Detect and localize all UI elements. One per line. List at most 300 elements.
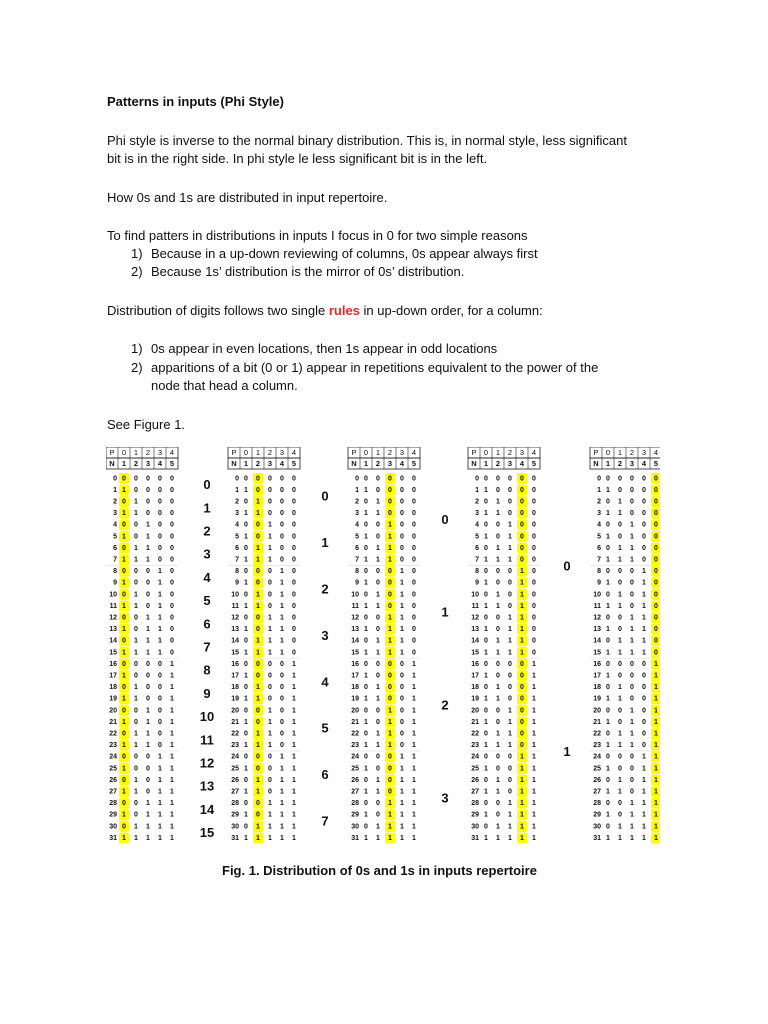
row-index: 19 [351,695,359,703]
bit-cell: 1 [520,834,524,842]
bit-cell: 0 [412,568,416,576]
bit-cell: 0 [388,788,392,796]
bit-cell: 1 [520,823,524,831]
bit-cell: 1 [412,788,416,796]
bit-cell: 1 [134,730,138,738]
bit-cell: 0 [642,556,646,564]
header-cell: 2 [507,448,513,457]
bit-cell: 0 [484,568,488,576]
header-row-border [590,447,660,458]
header-cell: 1 [483,459,489,468]
header-cell: 0 [483,448,489,457]
bit-cell: 1 [508,800,512,808]
bit-cell: 1 [642,591,646,599]
bit-cell: 1 [122,695,126,703]
group-label: 4 [321,674,329,690]
reason-text: Because in a up-down reviewing of columns, 0s appear always first [151,246,538,261]
bit-cell: 0 [364,660,368,668]
group-label: 1 [203,500,211,516]
bit-cell: 0 [280,556,284,564]
bit-cell: 1 [654,672,658,680]
row-index: 27 [593,788,601,796]
bit-cell: 0 [496,475,500,483]
bit-cell: 1 [484,695,488,703]
bit-cell: 0 [122,776,126,784]
header-cell: 4 [169,448,175,457]
row-index: 15 [593,649,601,657]
bit-cell: 0 [244,637,248,645]
bit-cell: 0 [292,649,296,657]
row-index: 23 [593,742,601,750]
bit-cell: 0 [508,602,512,610]
header-cell: 1 [617,448,623,457]
bit-cell: 0 [158,498,162,506]
row-index: 18 [231,684,239,692]
bit-cell: 0 [268,684,272,692]
group-label: 3 [441,790,449,806]
bit-cell: 0 [256,707,260,715]
bit-cell: 1 [158,602,162,610]
bit-cell: 0 [532,649,536,657]
row-index: 5 [355,533,359,541]
bit-cell: 1 [388,742,392,750]
bit-cell: 1 [388,811,392,819]
bit-cell: 1 [630,533,634,541]
bit-cell: 0 [654,591,658,599]
bit-cell: 1 [532,811,536,819]
heading: Patterns in inputs (Phi Style) [107,94,284,109]
bit-cell: 1 [146,823,150,831]
group-label: 9 [203,685,211,701]
bit-cell: 1 [364,811,368,819]
row-index: 7 [597,556,601,564]
rules-highlight: rules [328,303,360,318]
bit-cell: 1 [642,649,646,657]
bit-cell: 0 [630,788,634,796]
bit-cell: 1 [280,591,284,599]
bit-cell: 1 [292,695,296,703]
bit-cell: 0 [484,498,488,506]
bit-cell: 0 [170,568,174,576]
row-index: 26 [351,776,359,784]
bit-cell: 0 [400,498,404,506]
bit-cell: 1 [484,579,488,587]
header-cell: 1 [121,459,127,468]
bit-cell: 0 [170,475,174,483]
header-cell: 4 [157,459,163,468]
header-cell: 1 [375,448,381,457]
row-index: 15 [351,649,359,657]
bit-cell: 0 [520,498,524,506]
row-index: 21 [471,718,479,726]
bit-cell: 1 [412,742,416,750]
bit-cell: 1 [134,591,138,599]
bit-cell: 1 [158,591,162,599]
group-label: 6 [203,616,211,632]
row-index: 31 [471,834,479,842]
bit-cell: 1 [158,626,162,634]
bit-cell: 0 [268,486,272,494]
bit-cell: 1 [654,707,658,715]
bit-cell: 1 [146,811,150,819]
bit-cell: 1 [618,602,622,610]
bit-cell: 0 [280,533,284,541]
bit-cell: 0 [280,660,284,668]
bit-cell: 1 [496,730,500,738]
bit-cell: 0 [158,533,162,541]
bit-cell: 0 [606,568,610,576]
bit-cell: 0 [134,486,138,494]
bit-cell: 1 [642,811,646,819]
bit-cell: 1 [618,742,622,750]
header-cell: 4 [653,448,659,457]
group-label: 12 [199,755,215,771]
bit-cell: 1 [412,765,416,773]
bit-cell: 1 [630,811,634,819]
group-label: 1 [321,535,329,551]
bit-cell: 1 [520,788,524,796]
bit-cell: 1 [388,556,392,564]
bit-cell: 0 [280,475,284,483]
bit-cell: 1 [508,533,512,541]
bit-cell: 1 [244,788,248,796]
bit-cell: 1 [256,591,260,599]
bit-cell: 1 [508,637,512,645]
row-index: 13 [471,626,479,634]
bit-cell: 0 [642,510,646,518]
bit-cell: 1 [496,510,500,518]
bit-cell: 1 [388,544,392,552]
bit-cell: 0 [484,800,488,808]
row-index: 8 [113,568,117,576]
bit-cell: 0 [400,510,404,518]
bit-cell: 0 [170,626,174,634]
bit-cell: 0 [146,672,150,680]
rule-number: 2) [131,360,143,375]
bit-cell: 1 [508,742,512,750]
bit-cell: 1 [158,834,162,842]
row-index: 28 [471,800,479,808]
bit-cell: 1 [244,533,248,541]
bit-cell: 1 [268,742,272,750]
bit-cell: 0 [400,660,404,668]
figure-caption: Fig. 1. Distribution of 0s and 1s in inputs repertoire [222,863,537,878]
row-index: 30 [593,823,601,831]
bit-cell: 0 [400,475,404,483]
bit-cell: 0 [618,765,622,773]
row-index: 1 [355,486,359,494]
bit-cell: 0 [630,510,634,518]
header-cell: 2 [617,459,623,468]
row-index: 13 [593,626,601,634]
bit-cell: 0 [268,568,272,576]
bit-cell: 1 [244,765,248,773]
bit-cell: 1 [388,730,392,738]
bit-cell: 0 [158,730,162,738]
bit-cell: 0 [170,649,174,657]
row-index: 5 [235,533,239,541]
bit-cell: 0 [496,660,500,668]
bit-cell: 1 [508,556,512,564]
header-cell: N [593,459,599,468]
bit-cell: 0 [170,510,174,518]
bit-cell: 1 [292,765,296,773]
header-cell: 5 [169,459,175,468]
bit-cell: 0 [122,568,126,576]
group-label: 0 [321,488,329,504]
bit-cell: 1 [256,788,260,796]
row-index: 30 [351,823,359,831]
row-index: 31 [351,834,359,842]
bit-cell: 0 [292,602,296,610]
bit-cell: 1 [146,614,150,622]
header-cell: 0 [363,448,369,457]
header-cell: 1 [605,459,611,468]
header-cell: 3 [399,448,405,457]
bit-cell: 0 [376,718,380,726]
bit-cell: 1 [654,788,658,796]
bit-cell: 1 [292,753,296,761]
bit-cell: 1 [606,788,610,796]
bit-cell: 1 [244,742,248,750]
bit-cell: 0 [146,486,150,494]
row-index: 18 [593,684,601,692]
bit-cell: 1 [618,498,622,506]
header-cell: 2 [629,448,635,457]
bit-cell: 0 [292,556,296,564]
bit-cell: 0 [388,660,392,668]
group-label: 6 [321,767,329,783]
bit-cell: 1 [412,823,416,831]
bit-cell: 0 [618,568,622,576]
bit-cell: 0 [508,776,512,784]
bit-cell: 0 [496,765,500,773]
bit-cell: 1 [134,510,138,518]
bit-cell: 0 [654,486,658,494]
bit-cell: 1 [642,602,646,610]
rule-item-2 [131,359,598,377]
bit-cell: 1 [400,823,404,831]
row-index: 31 [593,834,601,842]
bit-cell: 1 [520,626,524,634]
bit-cell: 1 [376,649,380,657]
bit-cell: 1 [364,533,368,541]
bit-cell: 1 [170,811,174,819]
row-index: 13 [231,626,239,634]
bit-cell: 1 [642,788,646,796]
bit-cell: 1 [412,730,416,738]
bit-cell: 1 [256,649,260,657]
bit-cell: 0 [400,544,404,552]
bit-cell: 0 [364,776,368,784]
bit-cell: 1 [618,637,622,645]
intro-line-1: Phi style is inverse to the normal binary distribution. This is, in normal style, less significant [107,133,627,148]
bit-cell: 1 [606,695,610,703]
bit-cell: 1 [520,591,524,599]
bit-cell: 1 [508,834,512,842]
row-index: 0 [597,475,601,483]
bit-cell: 0 [412,510,416,518]
bit-cell: 1 [400,568,404,576]
bit-cell: 0 [412,556,416,564]
bit-cell: 1 [388,800,392,808]
bit-cell: 0 [484,475,488,483]
row-index: 15 [471,649,479,657]
row-index: 2 [597,498,601,506]
bit-cell: 0 [280,672,284,680]
bit-cell: 0 [508,510,512,518]
bit-cell: 1 [630,823,634,831]
bit-cell: 0 [256,626,260,634]
row-index: 3 [235,510,239,518]
bit-cell: 1 [134,602,138,610]
row-index: 28 [231,800,239,808]
bit-cell: 0 [280,498,284,506]
bit-cell: 0 [388,753,392,761]
bit-cell: 1 [654,718,658,726]
bit-cell: 0 [134,626,138,634]
bit-cell: 1 [146,730,150,738]
bit-cell: 0 [134,614,138,622]
bit-cell: 0 [134,660,138,668]
bit-cell: 0 [630,602,634,610]
bit-cell: 1 [364,556,368,564]
bit-cell: 0 [642,475,646,483]
bit-cell: 1 [508,811,512,819]
bit-cell: 0 [654,533,658,541]
bit-cell: 1 [146,742,150,750]
bit-cell: 0 [532,568,536,576]
bit-cell: 0 [642,533,646,541]
bit-cell: 1 [170,823,174,831]
bit-cell: 0 [484,753,488,761]
bit-cell: 1 [364,649,368,657]
bit-cell: 1 [642,823,646,831]
bit-cell: 1 [606,626,610,634]
bit-cell: 1 [654,742,658,750]
row-index: 26 [109,776,117,784]
bit-cell: 1 [122,765,126,773]
bit-cell: 0 [400,556,404,564]
bit-cell: 0 [388,684,392,692]
bit-cell: 0 [134,800,138,808]
row-index: 10 [351,591,359,599]
row-index: 1 [235,486,239,494]
bit-cell: 1 [170,776,174,784]
bit-cell: 0 [630,684,634,692]
bit-cell: 0 [364,637,368,645]
bit-cell: 0 [146,475,150,483]
bit-cell: 0 [606,800,610,808]
bit-cell: 0 [158,660,162,668]
bit-cell: 1 [280,800,284,808]
bit-cell: 0 [606,521,610,529]
bit-cell: 0 [606,637,610,645]
bit-cell: 0 [508,579,512,587]
bit-cell: 1 [256,823,260,831]
bit-cell: 1 [484,626,488,634]
bit-cell: 1 [268,823,272,831]
bit-cell: 0 [400,486,404,494]
bit-cell: 0 [484,637,488,645]
bit-cell: 1 [280,776,284,784]
bit-cell: 1 [412,753,416,761]
bit-cell: 0 [146,753,150,761]
group-label: 0 [441,511,449,527]
row-index: 20 [351,707,359,715]
row-index: 18 [471,684,479,692]
bit-cell: 0 [412,637,416,645]
header-cell: 4 [641,459,647,468]
bit-cell: 0 [606,591,610,599]
bit-cell: 1 [400,637,404,645]
row-index: 11 [471,602,479,610]
bit-cell: 1 [642,568,646,576]
bit-cell: 1 [532,707,536,715]
bit-cell: 0 [618,475,622,483]
reason-number: 2) [131,264,143,279]
bit-cell: 1 [268,637,272,645]
header-cell: P [231,448,237,457]
header-cell: N [471,459,477,468]
header-cell: 3 [145,459,151,468]
header-cell: P [593,448,599,457]
bit-cell: 1 [508,707,512,715]
bit-cell: 0 [412,626,416,634]
bit-cell: 1 [532,730,536,738]
row-index: 20 [231,707,239,715]
bit-cell: 1 [642,834,646,842]
row-index: 14 [593,637,601,645]
row-index: 7 [355,556,359,564]
header-cell: N [351,459,357,468]
bit-cell: 1 [170,695,174,703]
bit-cell: 0 [146,602,150,610]
bit-cell: 1 [496,684,500,692]
bit-cell: 1 [642,776,646,784]
bit-cell: 1 [532,765,536,773]
bit-cell: 0 [280,718,284,726]
bit-cell: 0 [134,533,138,541]
bit-cell: 1 [496,649,500,657]
bit-cell: 1 [606,556,610,564]
bit-cell: 0 [618,672,622,680]
bit-cell: 0 [122,521,126,529]
bit-cell: 0 [268,591,272,599]
bit-cell: 0 [484,730,488,738]
bit-cell: 0 [630,486,634,494]
bit-cell: 1 [170,834,174,842]
bit-cell: 1 [618,684,622,692]
row-index: 11 [109,602,117,610]
bit-cell: 0 [618,521,622,529]
bit-cell: 0 [532,591,536,599]
bit-cell: 1 [484,602,488,610]
bit-cell: 0 [388,602,392,610]
bit-cell: 0 [532,475,536,483]
bit-cell: 0 [496,718,500,726]
bit-cell: 1 [364,510,368,518]
bit-cell: 1 [134,695,138,703]
bit-cell: 0 [630,498,634,506]
bit-cell: 0 [508,788,512,796]
bit-cell: 0 [170,533,174,541]
bit-cell: 1 [280,649,284,657]
row-index: 29 [351,811,359,819]
bit-cell: 1 [484,510,488,518]
bit-cell: 1 [388,614,392,622]
row-index: 21 [231,718,239,726]
